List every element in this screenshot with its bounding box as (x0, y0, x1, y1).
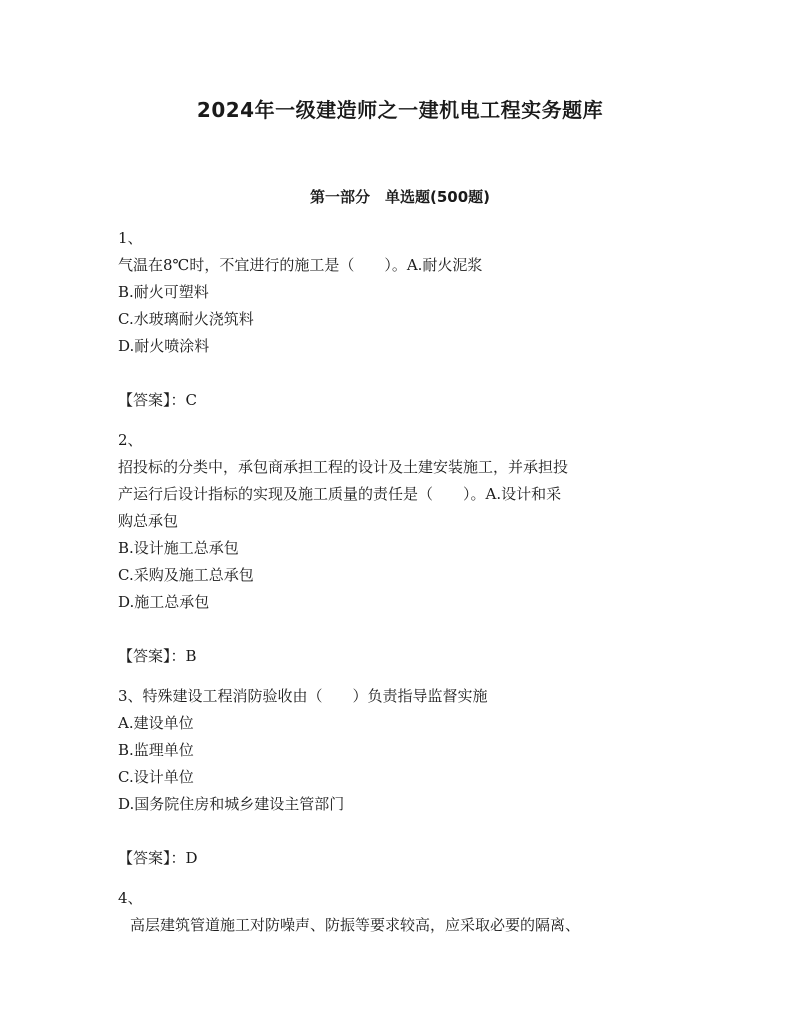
question-stem-line: 购总承包 (118, 512, 179, 530)
section-heading: 第一部分 单选题(500题) (309, 188, 491, 206)
answer: 【答案】：D (118, 849, 198, 867)
option-b: B.设计施工总承包 (118, 539, 239, 557)
option-c: C.采购及施工总承包 (118, 566, 254, 584)
question-list (118, 225, 678, 939)
option-d: D.国务院住房和城乡建设主管部门 (118, 795, 345, 813)
option-b: B.监理单位 (118, 741, 194, 759)
option-c: C.设计单位 (118, 768, 194, 786)
option-b: B.耐火可塑料 (118, 283, 209, 301)
question-number: 2、 (118, 431, 143, 449)
question-number: 4、 (118, 889, 143, 907)
answer: 【答案】：C (118, 391, 197, 409)
question-stem: 高层建筑管道施工对防噪声、防振等要求较高，应采取必要的隔离、 (130, 916, 581, 934)
question-stem: 气温在8℃时，不宜进行的施工是（ ）。A.耐火泥浆 (118, 256, 483, 274)
answer: 【答案】：B (118, 647, 197, 665)
question-stem-line: 产运行后设计指标的实现及施工质量的责任是（ ）。A.设计和采 (118, 485, 562, 503)
option-d: D.施工总承包 (118, 593, 210, 611)
question-stem: 3、特殊建设工程消防验收由（ ）负责指导监督实施 (118, 687, 488, 705)
option-c: C.水玻璃耐火浇筑料 (118, 310, 254, 328)
question-stem-line: 招投标的分类中，承包商承担工程的设计及土建安装施工，并承担投 (118, 458, 569, 476)
option-d: D.耐火喷涂料 (118, 337, 210, 355)
question-number: 1、 (118, 229, 143, 247)
document-title: 2024年一级建造师之一建机电工程实务题库 (196, 98, 604, 122)
option-a: A.建设单位 (118, 714, 194, 732)
